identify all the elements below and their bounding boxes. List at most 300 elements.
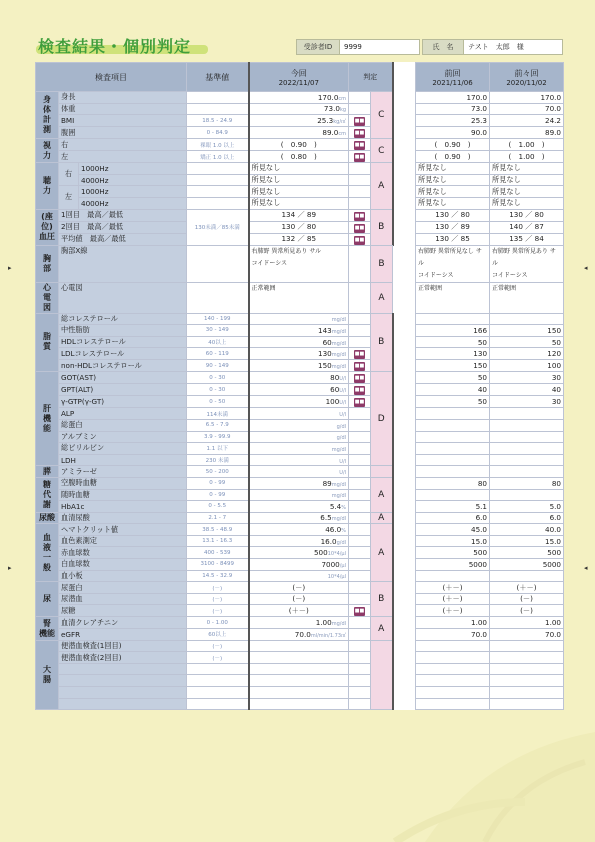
std-value: 3.9 - 99.9 bbox=[187, 431, 249, 443]
current-number: 170.0 bbox=[317, 92, 339, 102]
current-value: 所見なし bbox=[249, 186, 349, 198]
group-label-lipid: 脂 質 bbox=[36, 313, 59, 372]
pprev-value bbox=[490, 675, 564, 687]
std-value: 1.1 以下 bbox=[187, 443, 249, 455]
current-value bbox=[249, 115, 349, 127]
judge-value: B bbox=[371, 245, 393, 282]
unit: U/l bbox=[339, 412, 347, 419]
std-value: (－) bbox=[187, 593, 249, 605]
prev-value bbox=[416, 687, 490, 699]
std-value: 2.1 - 7 bbox=[187, 512, 249, 524]
current-value bbox=[249, 233, 349, 245]
item-name: eGFR bbox=[59, 629, 187, 641]
current-value bbox=[249, 443, 349, 455]
gap bbox=[393, 115, 416, 127]
current-value bbox=[249, 103, 349, 115]
pprev-value: 所見なし bbox=[490, 163, 564, 175]
table-row bbox=[36, 629, 564, 641]
std-value: 14.5 - 32.9 bbox=[187, 570, 249, 582]
table-row bbox=[36, 127, 564, 139]
pprev-value bbox=[490, 443, 564, 455]
prev-value: (＋－) bbox=[416, 605, 490, 617]
std-value: 50 - 200 bbox=[187, 466, 249, 478]
current-value bbox=[249, 360, 349, 372]
gap bbox=[393, 547, 416, 559]
current-value bbox=[249, 336, 349, 348]
current-value bbox=[249, 582, 349, 594]
current-value: 右肺野 異常所見あり サル コイドーシス bbox=[249, 245, 349, 282]
prev-value: 15.0 bbox=[416, 535, 490, 547]
col-prev: 前回 2021/11/06 bbox=[416, 63, 490, 92]
gap bbox=[393, 663, 416, 675]
item-name: 血清クレアチニン bbox=[59, 617, 187, 629]
judge-value bbox=[371, 466, 393, 478]
table-row bbox=[36, 640, 564, 652]
current-value bbox=[249, 221, 349, 233]
unit: kg bbox=[339, 107, 347, 114]
table-row bbox=[36, 477, 564, 489]
prev-value bbox=[416, 408, 490, 420]
std-value: 0 - 1.00 bbox=[187, 617, 249, 629]
group-label-blood: 血 液 一 般 bbox=[36, 524, 59, 582]
face-cell bbox=[349, 477, 371, 489]
current-number: 7000 bbox=[321, 559, 340, 569]
prev-value: 170.0 bbox=[416, 92, 490, 104]
patient-id-value: 9999 bbox=[340, 39, 420, 55]
face-cell bbox=[349, 372, 371, 384]
face-icon: ■■ bbox=[354, 154, 365, 161]
face-cell bbox=[349, 605, 371, 617]
std-value: (－) bbox=[187, 652, 249, 664]
face-cell bbox=[349, 151, 371, 163]
std-value: 400 - 539 bbox=[187, 547, 249, 559]
arrow-marker-right: ◂ bbox=[584, 564, 588, 572]
face-cell bbox=[349, 559, 371, 571]
group-label-stool: 大 腸 bbox=[36, 640, 59, 710]
pprev-value bbox=[490, 570, 564, 582]
prev-value: 50 bbox=[416, 336, 490, 348]
prev-value: ( 0.90 ) bbox=[416, 151, 490, 163]
prev-value: (＋－) bbox=[416, 593, 490, 605]
table-row bbox=[36, 570, 564, 582]
unit: % bbox=[341, 504, 347, 511]
current-number: ( 0.80 ) bbox=[280, 151, 317, 161]
face-cell bbox=[349, 103, 371, 115]
hearing-side: 左 bbox=[59, 186, 79, 209]
pprev-value bbox=[490, 454, 564, 466]
pprev-value bbox=[490, 313, 564, 325]
gap bbox=[393, 570, 416, 582]
std-value: 130未満／85未満 bbox=[187, 209, 249, 245]
unit: mg/dl bbox=[331, 621, 347, 628]
hearing-frequency: 1000Hz bbox=[79, 163, 187, 175]
gap bbox=[393, 605, 416, 617]
unit: 10*4/μl bbox=[327, 551, 347, 558]
pprev-value: 30 bbox=[490, 396, 564, 408]
gap bbox=[393, 535, 416, 547]
current-value bbox=[249, 489, 349, 501]
unit: mg/dl bbox=[331, 340, 347, 347]
gap bbox=[393, 360, 416, 372]
face-icon: ■■ bbox=[354, 142, 365, 149]
pprev-value: 24.2 bbox=[490, 115, 564, 127]
face-cell bbox=[349, 325, 371, 337]
face-cell bbox=[349, 535, 371, 547]
face-cell bbox=[349, 570, 371, 582]
current-value bbox=[249, 372, 349, 384]
face-cell bbox=[349, 92, 371, 104]
std-value: 0 - 30 bbox=[187, 372, 249, 384]
face-icon: ■■ bbox=[354, 387, 365, 394]
table-row bbox=[36, 698, 564, 710]
table-row bbox=[36, 408, 564, 420]
group-label-urine: 尿 bbox=[36, 582, 59, 617]
face-cell bbox=[349, 408, 371, 420]
current-number: 130 bbox=[318, 349, 332, 359]
unit: mg/dl bbox=[331, 364, 347, 371]
table-row bbox=[36, 617, 564, 629]
face-cell bbox=[349, 652, 371, 664]
current-value bbox=[249, 524, 349, 536]
gap bbox=[393, 139, 416, 151]
std-value: (－) bbox=[187, 640, 249, 652]
prev-value: 45.0 bbox=[416, 524, 490, 536]
face-icon: ■■ bbox=[354, 351, 365, 358]
pprev-value: 正常範囲 bbox=[490, 282, 564, 313]
std-value bbox=[187, 186, 249, 198]
prev-value: 130 ／ 80 bbox=[416, 209, 490, 221]
current-value: 正常範囲 bbox=[249, 282, 349, 313]
table-row bbox=[36, 209, 564, 221]
table-row bbox=[36, 372, 564, 384]
item-name: 血清尿酸 bbox=[59, 512, 187, 524]
item-name: ヘマトクリット値 bbox=[59, 524, 187, 536]
table-row bbox=[36, 174, 564, 186]
gap bbox=[393, 396, 416, 408]
prev-value: 所見なし bbox=[416, 163, 490, 175]
item-name: 心電図 bbox=[59, 282, 187, 313]
group-label-pancreas: 膵 bbox=[36, 466, 59, 478]
std-value: 18.5 - 24.9 bbox=[187, 115, 249, 127]
item-name: 総蛋白 bbox=[59, 419, 187, 431]
table-row bbox=[36, 233, 564, 245]
unit: U/l bbox=[339, 388, 347, 395]
table-row bbox=[36, 336, 564, 348]
item-name: γ-GTP(γ-GT) bbox=[59, 396, 187, 408]
pprev-value: 130 ／ 80 bbox=[490, 209, 564, 221]
prev-value bbox=[416, 313, 490, 325]
group-label-kidney: 腎 機能 bbox=[36, 617, 59, 640]
col-pprev: 前々回 2020/11/02 bbox=[490, 63, 564, 92]
current-value bbox=[249, 384, 349, 396]
patient-name-value: テスト 太郎 様 bbox=[464, 39, 563, 55]
current-number: 500 bbox=[313, 548, 328, 558]
table-row bbox=[36, 186, 564, 198]
std-value: 60以上 bbox=[187, 629, 249, 641]
table-row bbox=[36, 489, 564, 501]
pprev-value bbox=[490, 640, 564, 652]
gap bbox=[393, 431, 416, 443]
pprev-value: 80 bbox=[490, 477, 564, 489]
face-cell bbox=[349, 675, 371, 687]
current-value bbox=[249, 547, 349, 559]
hearing-frequency: 4000Hz bbox=[79, 174, 187, 186]
judge-value: C bbox=[371, 139, 393, 163]
prev-value bbox=[416, 431, 490, 443]
item-name: 血色素測定 bbox=[59, 535, 187, 547]
face-cell bbox=[349, 593, 371, 605]
judge-value: A bbox=[371, 163, 393, 209]
item-name: LDH bbox=[59, 454, 187, 466]
pprev-value: 40.0 bbox=[490, 524, 564, 536]
gap bbox=[393, 245, 416, 282]
std-value: 0 - 99 bbox=[187, 489, 249, 501]
unit: U/l bbox=[339, 376, 347, 383]
pprev-value: 70.0 bbox=[490, 103, 564, 115]
prev-value: 130 bbox=[416, 348, 490, 360]
gap bbox=[393, 348, 416, 360]
std-value: 矯正 1.0 以上 bbox=[187, 151, 249, 163]
group-label-sugar: 糖 代 謝 bbox=[36, 477, 59, 512]
current-number: (＋－) bbox=[288, 605, 309, 615]
item-name: 胸部X線 bbox=[59, 245, 187, 282]
pprev-value: 100 bbox=[490, 360, 564, 372]
table-row bbox=[36, 431, 564, 443]
pprev-value bbox=[490, 698, 564, 710]
face-cell bbox=[349, 629, 371, 641]
prev-value: 166 bbox=[416, 325, 490, 337]
group-label-chest: 胸 部 bbox=[36, 245, 59, 282]
judge-value: A bbox=[371, 512, 393, 524]
gap bbox=[393, 501, 416, 513]
item-name: 1回目 最高／最低 bbox=[59, 209, 187, 221]
current-number: 16.0 bbox=[320, 536, 337, 546]
face-cell bbox=[349, 617, 371, 629]
std-value bbox=[187, 197, 249, 209]
current-value bbox=[249, 570, 349, 582]
hearing-side: 右 bbox=[59, 163, 79, 186]
current-number: 143 bbox=[318, 325, 332, 335]
gap bbox=[393, 174, 416, 186]
table-row bbox=[36, 547, 564, 559]
gap bbox=[393, 698, 416, 710]
current-number: 70.0 bbox=[294, 629, 311, 639]
pprev-value: 40 bbox=[490, 384, 564, 396]
unit: g/dl bbox=[336, 539, 347, 546]
std-value: 230 未満 bbox=[187, 454, 249, 466]
std-value bbox=[187, 675, 249, 687]
group-label-uric: 尿酸 bbox=[36, 512, 59, 524]
prev-value: 70.0 bbox=[416, 629, 490, 641]
group-label-ecg: 心 電 図 bbox=[36, 282, 59, 313]
pprev-value: 30 bbox=[490, 372, 564, 384]
judge-value: A bbox=[371, 477, 393, 512]
current-value: 所見なし bbox=[249, 163, 349, 175]
col-current: 今回 2022/11/07 bbox=[249, 63, 349, 92]
table-row bbox=[36, 524, 564, 536]
std-value: 0 - 5.5 bbox=[187, 501, 249, 513]
pprev-value: (－) bbox=[490, 593, 564, 605]
item-name: 右 bbox=[59, 139, 187, 151]
table-row bbox=[36, 419, 564, 431]
std-value: 3100 - 8499 bbox=[187, 559, 249, 571]
face-cell bbox=[349, 127, 371, 139]
std-value: 114未満 bbox=[187, 408, 249, 420]
prev-value: 1.00 bbox=[416, 617, 490, 629]
item-name: HbA1c bbox=[59, 501, 187, 513]
std-value bbox=[187, 103, 249, 115]
pprev-value: 150 bbox=[490, 325, 564, 337]
table-row bbox=[36, 139, 564, 151]
current-value bbox=[249, 454, 349, 466]
table-row bbox=[36, 325, 564, 337]
prev-value: 500 bbox=[416, 547, 490, 559]
current-number: (－) bbox=[292, 594, 306, 604]
face-cell bbox=[349, 419, 371, 431]
face-cell bbox=[349, 512, 371, 524]
hearing-frequency: 1000Hz bbox=[79, 186, 187, 198]
item-name: アルブミン bbox=[59, 431, 187, 443]
group-label-vision: 視 力 bbox=[36, 139, 59, 163]
std-value bbox=[187, 663, 249, 675]
face-cell bbox=[349, 698, 371, 710]
current-number: 5.4 bbox=[329, 501, 342, 511]
prev-value bbox=[416, 466, 490, 478]
face-cell bbox=[349, 582, 371, 594]
gap bbox=[393, 489, 416, 501]
page-title: 検査結果・個別判定 bbox=[38, 37, 192, 56]
table-row bbox=[36, 92, 564, 104]
prev-value: 所見なし bbox=[416, 174, 490, 186]
gap bbox=[393, 209, 416, 221]
prev-value bbox=[416, 698, 490, 710]
face-cell bbox=[349, 313, 371, 325]
current-number: 6.5 bbox=[320, 513, 332, 523]
pprev-value: 右肺野 異常所見あり サル コイドーシス bbox=[490, 245, 564, 282]
item-name: 血小板 bbox=[59, 570, 187, 582]
item-name: 総ビリルビン bbox=[59, 443, 187, 455]
pprev-value bbox=[490, 419, 564, 431]
prev-value bbox=[416, 419, 490, 431]
pprev-value: 5000 bbox=[490, 559, 564, 571]
face-cell bbox=[349, 245, 371, 282]
current-value bbox=[249, 151, 349, 163]
face-cell bbox=[349, 336, 371, 348]
gap bbox=[393, 477, 416, 489]
current-value bbox=[249, 127, 349, 139]
arrow-marker-left: ▸ bbox=[8, 564, 12, 572]
current-value bbox=[249, 466, 349, 478]
table-row bbox=[36, 396, 564, 408]
judge-value: A bbox=[371, 524, 393, 582]
current-number: 46.0 bbox=[325, 525, 342, 535]
unit: mg/dl bbox=[331, 493, 347, 500]
current-number: 25.3 bbox=[317, 116, 334, 126]
item-name: 空腹時血糖 bbox=[59, 477, 187, 489]
item-name: アミラーゼ bbox=[59, 466, 187, 478]
item-name bbox=[59, 698, 187, 710]
prev-value: 50 bbox=[416, 396, 490, 408]
prev-value: 90.0 bbox=[416, 127, 490, 139]
item-name: non-HDLコレステロール bbox=[59, 360, 187, 372]
face-cell bbox=[349, 163, 371, 175]
gap bbox=[393, 524, 416, 536]
table-row bbox=[36, 675, 564, 687]
item-name: 尿潜血 bbox=[59, 593, 187, 605]
prev-value bbox=[416, 454, 490, 466]
gap bbox=[393, 629, 416, 641]
unit: cm bbox=[338, 131, 347, 138]
pprev-value: 1.00 bbox=[490, 617, 564, 629]
face-cell bbox=[349, 282, 371, 313]
current-value bbox=[249, 512, 349, 524]
face-cell bbox=[349, 640, 371, 652]
item-name: BMI bbox=[59, 115, 187, 127]
table-row bbox=[36, 163, 564, 175]
std-value bbox=[187, 92, 249, 104]
table-row bbox=[36, 559, 564, 571]
face-cell bbox=[349, 663, 371, 675]
pprev-value bbox=[490, 431, 564, 443]
std-value: 6.5 - 7.9 bbox=[187, 419, 249, 431]
face-cell bbox=[349, 687, 371, 699]
pprev-value: 170.0 bbox=[490, 92, 564, 104]
gap bbox=[393, 443, 416, 455]
item-name: 2回目 最高／最低 bbox=[59, 221, 187, 233]
results-table bbox=[35, 62, 564, 710]
item-name: 腹囲 bbox=[59, 127, 187, 139]
unit: mg/dl bbox=[331, 516, 347, 523]
std-value bbox=[187, 687, 249, 699]
current-number: 60 bbox=[322, 337, 332, 347]
current-value bbox=[249, 652, 349, 664]
current-number: 100 bbox=[325, 397, 340, 407]
std-value: 0 - 84.9 bbox=[187, 127, 249, 139]
std-value: 0 - 30 bbox=[187, 384, 249, 396]
prev-value: 5000 bbox=[416, 559, 490, 571]
current-value bbox=[249, 325, 349, 337]
prev-value: 50 bbox=[416, 372, 490, 384]
table-row bbox=[36, 151, 564, 163]
patient-name-label: 氏 名 bbox=[422, 39, 464, 55]
table-row bbox=[36, 313, 564, 325]
unit: % bbox=[341, 528, 347, 535]
std-value bbox=[187, 174, 249, 186]
gap bbox=[393, 127, 416, 139]
std-value: 0 - 99 bbox=[187, 477, 249, 489]
std-value: 13.1 - 16.3 bbox=[187, 535, 249, 547]
pprev-value bbox=[490, 652, 564, 664]
prev-value: 5.1 bbox=[416, 501, 490, 513]
item-name: 中性脂肪 bbox=[59, 325, 187, 337]
gap bbox=[393, 687, 416, 699]
current-value bbox=[249, 431, 349, 443]
gap bbox=[393, 675, 416, 687]
face-icon: ■■ bbox=[354, 212, 365, 219]
item-name: ALP bbox=[59, 408, 187, 420]
pprev-value bbox=[490, 663, 564, 675]
gap bbox=[393, 233, 416, 245]
table-row bbox=[36, 593, 564, 605]
unit: mg/dl bbox=[331, 317, 347, 324]
current-value bbox=[249, 419, 349, 431]
pprev-value bbox=[490, 489, 564, 501]
current-value: 所見なし bbox=[249, 174, 349, 186]
gap bbox=[393, 652, 416, 664]
judge-value: A bbox=[371, 617, 393, 640]
pprev-value: 15.0 bbox=[490, 535, 564, 547]
prev-value: ( 0.90 ) bbox=[416, 139, 490, 151]
